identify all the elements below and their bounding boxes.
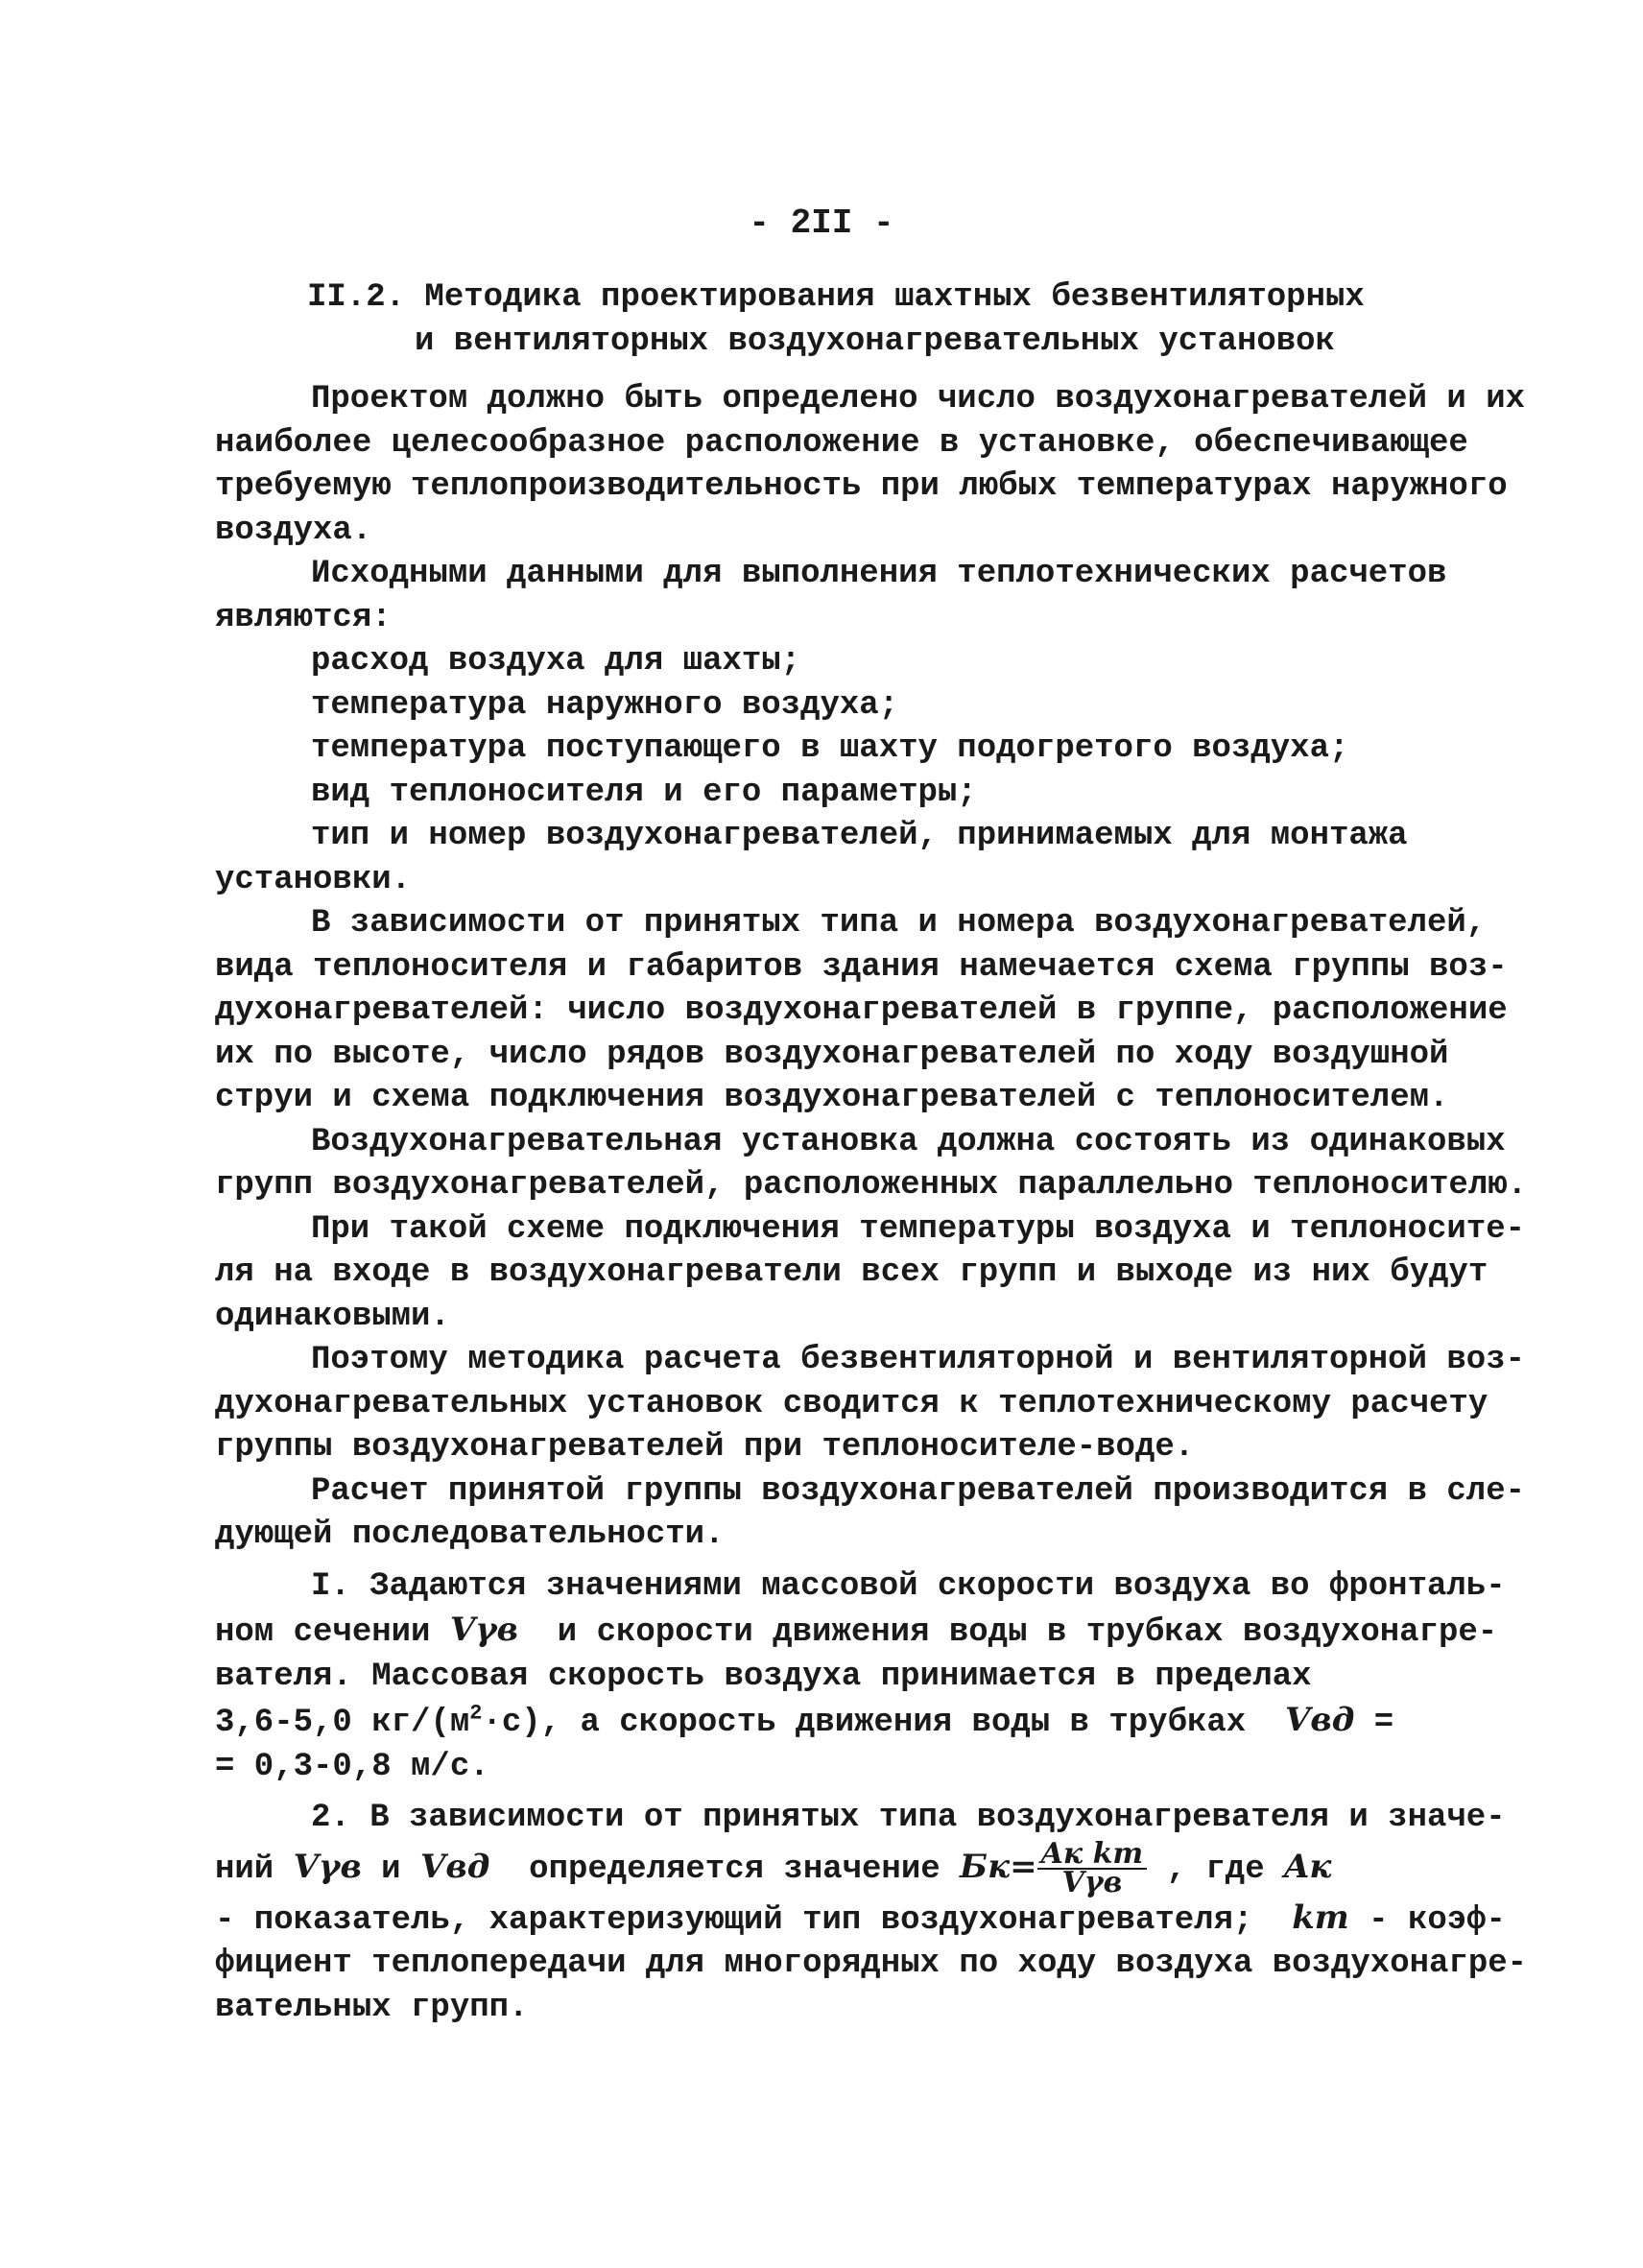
bk-symbol: Бк= bbox=[960, 1847, 1037, 1886]
mass-velocity-symbol: Vγв bbox=[449, 1611, 518, 1649]
text-line: групп воздухонагревателей, расположенных параллельно теплоносителю. bbox=[215, 1167, 1528, 1204]
item-1-line-4 bbox=[215, 1699, 1463, 1746]
item-2-line-1: 2. В зависимости от принятых типа воздухонагревателя и значе- bbox=[311, 1800, 1506, 1836]
page-number: - 2II - bbox=[749, 203, 894, 243]
bk-fraction bbox=[1037, 1836, 1148, 1899]
water-velocity-symbol: Vвд bbox=[1285, 1701, 1355, 1739]
text-line: температура наружного воздуха; bbox=[311, 686, 899, 724]
body-text bbox=[215, 378, 1528, 2030]
text-line: воздуха. bbox=[215, 512, 372, 549]
item-1-line-2 bbox=[215, 1609, 1498, 1656]
section-title-line-1: II.2. Методика проектирования шахтных безвентиляторных bbox=[307, 279, 1365, 316]
superscript: 2 bbox=[469, 1701, 483, 1726]
text-line: группы воздухонагревателей при теплоносителе-воде. bbox=[215, 1429, 1195, 1466]
text-line: дующей последовательности. bbox=[215, 1516, 725, 1553]
text-line: Исходными данными для выполнения теплотехнических расчетов bbox=[311, 556, 1447, 592]
text-line: требуемую теплопроизводительность при любых температурах наружного bbox=[215, 468, 1508, 505]
text-fragment: и bbox=[361, 1850, 420, 1888]
section-title-line-2: и вентиляторных воздухонагревательных установок bbox=[415, 322, 1335, 360]
item-1-line-5: = 0,3-0,8 м/с. bbox=[215, 1748, 489, 1785]
item-2-line-4: фициент теплопередачи для многорядных по ходу воздуха воздухонагре- bbox=[215, 1946, 1528, 1982]
text-line: их по высоте, число рядов воздухонагревателей по ходу воздушной bbox=[215, 1036, 1449, 1073]
section-title bbox=[307, 276, 1459, 364]
mass-velocity-symbol: Vγв bbox=[293, 1847, 362, 1886]
text-fragment: - коэф- bbox=[1348, 1901, 1506, 1939]
item-2 bbox=[215, 1797, 1528, 2030]
text-line: духонагревателей: число воздухонагревателей в группе, расположение bbox=[215, 992, 1508, 1029]
text-line: расход воздуха для шахты; bbox=[311, 643, 801, 680]
text-line: температура поступающего в шахту подогретого воздуха; bbox=[311, 730, 1349, 767]
ak-symbol: Aк bbox=[1284, 1847, 1332, 1886]
item-2-line-2 bbox=[215, 1836, 1463, 1899]
fraction-denominator: Vγв bbox=[1061, 1865, 1123, 1899]
text-fragment: определяется значение bbox=[489, 1850, 961, 1888]
text-fragment: ний bbox=[215, 1850, 294, 1888]
paragraph-lines bbox=[215, 378, 1528, 1558]
text-line: вида теплоносителя и габаритов здания намечается схема группы воз- bbox=[215, 948, 1508, 986]
item-1-line-3: вателя. Массовая скорость воздуха принимается в пределах bbox=[215, 1658, 1312, 1695]
text-line: Поэтому методика расчета безвентиляторной и вентиляторной воз- bbox=[311, 1342, 1526, 1378]
text-line: одинаковыми. bbox=[215, 1298, 450, 1335]
text-line: Расчет принятой группы воздухонагревателей производится в сле- bbox=[311, 1472, 1526, 1510]
text-line: Воздухонагревательная установка должна состоять из одинаковых bbox=[311, 1123, 1506, 1160]
text-line: При такой схеме подключения температуры воздуха и теплоносите- bbox=[311, 1210, 1526, 1248]
text-line: вид теплоносителя и его параметры; bbox=[311, 774, 977, 811]
text-line: установки. bbox=[215, 861, 412, 898]
text-line: В зависимости от принятых типа и номера воздухонагревателей, bbox=[311, 905, 1487, 942]
text-line: наиболее целесообразное расположение в установке, обеспечивающее bbox=[215, 424, 1468, 462]
text-fragment: ·с), а скорость движения воды в трубках bbox=[482, 1705, 1285, 1741]
text-line: тип и номер воздухонагревателей, принимаемых для монтажа bbox=[311, 818, 1408, 854]
text-fragment: = bbox=[1354, 1705, 1394, 1741]
item-1-line-1: I. Задаются значениями массовой скорости воздуха во фронталь- bbox=[311, 1567, 1506, 1605]
text-fragment: , где bbox=[1147, 1850, 1284, 1888]
item-2-line-5: вательных групп. bbox=[215, 1989, 529, 2026]
km-symbol: kт bbox=[1292, 1898, 1349, 1937]
text-line: струи и схема подключения воздухонагревателей с теплоносителем. bbox=[215, 1080, 1449, 1116]
fraction-numerator: Aк kт bbox=[1037, 1841, 1148, 1870]
text-fragment: ном сечении bbox=[215, 1614, 450, 1651]
text-line: Проектом должно быть определено число воздухонагревателей и их bbox=[311, 381, 1526, 418]
text-fragment: 3,6-5,0 кг/(м bbox=[215, 1705, 470, 1741]
item-1 bbox=[215, 1565, 1506, 1790]
text-line: духонагревательных установок сводится к теплотехническому расчету bbox=[215, 1385, 1488, 1422]
text-line: ля на входе в воздухонагреватели всех групп и выходе из них будут bbox=[215, 1254, 1488, 1291]
text-fragment: - показатель, характеризующий тип воздухонагревателя; bbox=[215, 1901, 1293, 1939]
text-fragment: и скорости движения воды в трубках воздухонагре- bbox=[518, 1614, 1498, 1651]
item-2-line-3 bbox=[215, 1897, 1506, 1944]
text-line: являются: bbox=[215, 599, 392, 636]
water-velocity-symbol: Vвд bbox=[420, 1847, 490, 1886]
